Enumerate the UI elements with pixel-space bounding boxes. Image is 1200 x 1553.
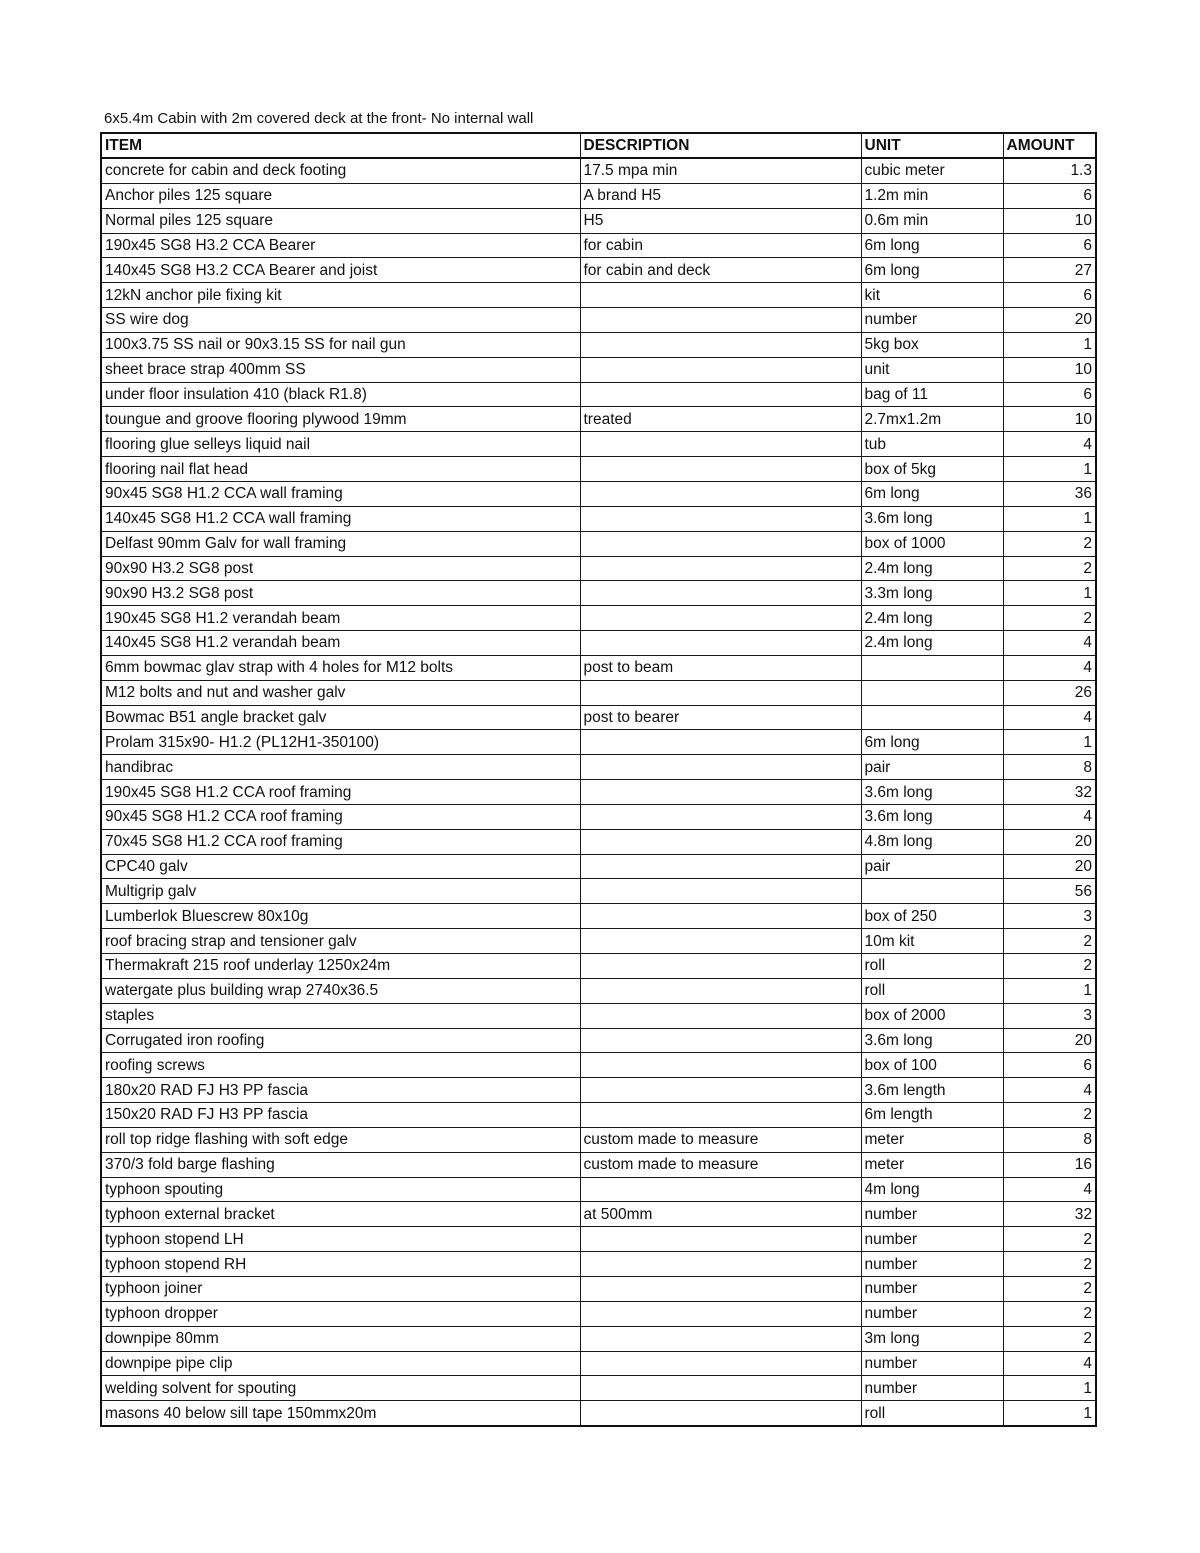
table-row bbox=[101, 854, 1096, 879]
table-row bbox=[101, 1152, 1096, 1177]
cell-item: Corrugated iron roofing bbox=[101, 1028, 580, 1053]
cell-unit: 6m long bbox=[861, 258, 1003, 283]
sheet-title: 6x5.4m Cabin with 2m covered deck at the front- No internal wall bbox=[104, 110, 534, 127]
table-row bbox=[101, 655, 1096, 680]
cell-item: staples bbox=[101, 1003, 580, 1028]
cell-unit: number bbox=[861, 308, 1003, 333]
cell-unit: box of 250 bbox=[861, 904, 1003, 929]
cell-description bbox=[580, 481, 861, 506]
cell-description bbox=[580, 879, 861, 904]
cell-unit: pair bbox=[861, 854, 1003, 879]
cell-description bbox=[580, 1028, 861, 1053]
cell-unit: 1.2m min bbox=[861, 183, 1003, 208]
cell-amount: 36 bbox=[1003, 481, 1096, 506]
cell-description bbox=[580, 1078, 861, 1103]
cell-amount: 4 bbox=[1003, 1078, 1096, 1103]
cell-unit bbox=[861, 879, 1003, 904]
cell-unit: bag of 11 bbox=[861, 382, 1003, 407]
cell-description bbox=[580, 1227, 861, 1252]
cell-item: 90x90 H3.2 SG8 post bbox=[101, 581, 580, 606]
cell-description bbox=[580, 581, 861, 606]
cell-unit: 10m kit bbox=[861, 929, 1003, 954]
cell-item: typhoon stopend LH bbox=[101, 1227, 580, 1252]
cell-amount: 1.3 bbox=[1003, 158, 1096, 183]
cell-unit: 3.6m long bbox=[861, 804, 1003, 829]
cell-item: Bowmac B51 angle bracket galv bbox=[101, 705, 580, 730]
table-row bbox=[101, 1326, 1096, 1351]
cell-description bbox=[580, 283, 861, 308]
cell-description: custom made to measure bbox=[580, 1127, 861, 1152]
cell-item: typhoon joiner bbox=[101, 1276, 580, 1301]
cell-unit bbox=[861, 705, 1003, 730]
cell-unit: meter bbox=[861, 1127, 1003, 1152]
cell-amount: 4 bbox=[1003, 705, 1096, 730]
cell-unit: 0.6m min bbox=[861, 208, 1003, 233]
table-row bbox=[101, 506, 1096, 531]
cell-amount: 20 bbox=[1003, 854, 1096, 879]
cell-unit: number bbox=[861, 1227, 1003, 1252]
cell-description bbox=[580, 1003, 861, 1028]
cell-unit: 3.6m long bbox=[861, 506, 1003, 531]
cell-description bbox=[580, 1351, 861, 1376]
cell-description: A brand H5 bbox=[580, 183, 861, 208]
cell-unit: box of 5kg bbox=[861, 457, 1003, 482]
table-row bbox=[101, 158, 1096, 183]
cell-item: roof bracing strap and tensioner galv bbox=[101, 929, 580, 954]
cell-description bbox=[580, 904, 861, 929]
cell-description bbox=[580, 457, 861, 482]
cell-item: Normal piles 125 square bbox=[101, 208, 580, 233]
cell-amount: 2 bbox=[1003, 556, 1096, 581]
cell-description bbox=[580, 432, 861, 457]
cell-description: 17.5 mpa min bbox=[580, 158, 861, 183]
cell-amount: 20 bbox=[1003, 308, 1096, 333]
cell-item: 180x20 RAD FJ H3 PP fascia bbox=[101, 1078, 580, 1103]
table-row bbox=[101, 283, 1096, 308]
cell-amount: 1 bbox=[1003, 581, 1096, 606]
cell-description bbox=[580, 382, 861, 407]
table-row bbox=[101, 481, 1096, 506]
cell-description: custom made to measure bbox=[580, 1152, 861, 1177]
cell-unit: number bbox=[861, 1351, 1003, 1376]
table-row bbox=[101, 432, 1096, 457]
cell-description: at 500mm bbox=[580, 1202, 861, 1227]
cell-item: 370/3 fold barge flashing bbox=[101, 1152, 580, 1177]
cell-item: 100x3.75 SS nail or 90x3.15 SS for nail gun bbox=[101, 332, 580, 357]
table-row bbox=[101, 780, 1096, 805]
table-row bbox=[101, 904, 1096, 929]
cell-description bbox=[580, 556, 861, 581]
cell-amount: 6 bbox=[1003, 382, 1096, 407]
cell-description bbox=[580, 929, 861, 954]
table-row bbox=[101, 730, 1096, 755]
cell-unit: 6m long bbox=[861, 730, 1003, 755]
header-item: ITEM bbox=[101, 133, 580, 158]
cell-item: toungue and groove flooring plywood 19mm bbox=[101, 407, 580, 432]
cell-description bbox=[580, 954, 861, 979]
cell-unit: roll bbox=[861, 1401, 1003, 1426]
table-row bbox=[101, 1127, 1096, 1152]
cell-description: post to beam bbox=[580, 655, 861, 680]
cell-description bbox=[580, 1301, 861, 1326]
cell-description: treated bbox=[580, 407, 861, 432]
cell-amount: 32 bbox=[1003, 780, 1096, 805]
cell-item: Thermakraft 215 roof underlay 1250x24m bbox=[101, 954, 580, 979]
cell-item: downpipe pipe clip bbox=[101, 1351, 580, 1376]
cell-item: typhoon external bracket bbox=[101, 1202, 580, 1227]
cell-unit: 4.8m long bbox=[861, 829, 1003, 854]
cell-unit: tub bbox=[861, 432, 1003, 457]
cell-item: 90x45 SG8 H1.2 CCA wall framing bbox=[101, 481, 580, 506]
cell-amount: 56 bbox=[1003, 879, 1096, 904]
cell-item: roofing screws bbox=[101, 1053, 580, 1078]
table-row bbox=[101, 1028, 1096, 1053]
table-row bbox=[101, 1003, 1096, 1028]
table-row bbox=[101, 680, 1096, 705]
table-row bbox=[101, 755, 1096, 780]
cell-amount: 6 bbox=[1003, 183, 1096, 208]
cell-description bbox=[580, 680, 861, 705]
cell-item: flooring glue selleys liquid nail bbox=[101, 432, 580, 457]
cell-amount: 4 bbox=[1003, 631, 1096, 656]
header-amount: AMOUNT bbox=[1003, 133, 1096, 158]
cell-amount: 10 bbox=[1003, 407, 1096, 432]
cell-unit: 3.6m long bbox=[861, 1028, 1003, 1053]
header-description: DESCRIPTION bbox=[580, 133, 861, 158]
table-row bbox=[101, 208, 1096, 233]
cell-amount: 6 bbox=[1003, 1053, 1096, 1078]
table-row bbox=[101, 1177, 1096, 1202]
cell-item: 6mm bowmac glav strap with 4 holes for M12 bolts bbox=[101, 655, 580, 680]
cell-unit: box of 2000 bbox=[861, 1003, 1003, 1028]
cell-amount: 8 bbox=[1003, 755, 1096, 780]
cell-description bbox=[580, 730, 861, 755]
cell-unit: cubic meter bbox=[861, 158, 1003, 183]
cell-description bbox=[580, 531, 861, 556]
cell-unit: kit bbox=[861, 283, 1003, 308]
table-row bbox=[101, 581, 1096, 606]
cell-amount: 8 bbox=[1003, 1127, 1096, 1152]
cell-item: 140x45 SG8 H1.2 CCA wall framing bbox=[101, 506, 580, 531]
cell-item: watergate plus building wrap 2740x36.5 bbox=[101, 978, 580, 1003]
cell-unit: 4m long bbox=[861, 1177, 1003, 1202]
cell-unit: box of 1000 bbox=[861, 531, 1003, 556]
cell-item: Prolam 315x90- H1.2 (PL12H1-350100) bbox=[101, 730, 580, 755]
cell-amount: 2 bbox=[1003, 1276, 1096, 1301]
table-row bbox=[101, 829, 1096, 854]
cell-item: downpipe 80mm bbox=[101, 1326, 580, 1351]
table-row bbox=[101, 978, 1096, 1003]
cell-item: typhoon stopend RH bbox=[101, 1252, 580, 1277]
table-row bbox=[101, 1376, 1096, 1401]
table-row bbox=[101, 457, 1096, 482]
table-row bbox=[101, 332, 1096, 357]
cell-description bbox=[580, 1053, 861, 1078]
cell-description bbox=[580, 332, 861, 357]
cell-unit bbox=[861, 655, 1003, 680]
cell-description bbox=[580, 357, 861, 382]
cell-unit: meter bbox=[861, 1152, 1003, 1177]
table-row bbox=[101, 258, 1096, 283]
cell-description bbox=[580, 1376, 861, 1401]
cell-unit: number bbox=[861, 1301, 1003, 1326]
cell-unit bbox=[861, 680, 1003, 705]
cell-description bbox=[580, 1401, 861, 1426]
table-row bbox=[101, 233, 1096, 258]
table-row bbox=[101, 1276, 1096, 1301]
cell-description bbox=[580, 631, 861, 656]
cell-description bbox=[580, 978, 861, 1003]
table-row bbox=[101, 1401, 1096, 1426]
table-row bbox=[101, 1351, 1096, 1376]
cell-item: 90x90 H3.2 SG8 post bbox=[101, 556, 580, 581]
table-row bbox=[101, 1053, 1096, 1078]
table-row bbox=[101, 407, 1096, 432]
cell-description: H5 bbox=[580, 208, 861, 233]
cell-item: masons 40 below sill tape 150mmx20m bbox=[101, 1401, 580, 1426]
table-row bbox=[101, 382, 1096, 407]
cell-item: Delfast 90mm Galv for wall framing bbox=[101, 531, 580, 556]
cell-item: CPC40 galv bbox=[101, 854, 580, 879]
cell-description bbox=[580, 1276, 861, 1301]
cell-item: Anchor piles 125 square bbox=[101, 183, 580, 208]
cell-item: M12 bolts and nut and washer galv bbox=[101, 680, 580, 705]
cell-unit: 2.4m long bbox=[861, 631, 1003, 656]
cell-amount: 4 bbox=[1003, 655, 1096, 680]
cell-unit: 3m long bbox=[861, 1326, 1003, 1351]
table-row bbox=[101, 929, 1096, 954]
table-row bbox=[101, 308, 1096, 333]
cell-description bbox=[580, 506, 861, 531]
cell-description bbox=[580, 755, 861, 780]
cell-item: sheet brace strap 400mm SS bbox=[101, 357, 580, 382]
cell-amount: 10 bbox=[1003, 357, 1096, 382]
table-row bbox=[101, 1227, 1096, 1252]
cell-unit: 3.3m long bbox=[861, 581, 1003, 606]
cell-unit: number bbox=[861, 1376, 1003, 1401]
cell-amount: 1 bbox=[1003, 457, 1096, 482]
cell-description: for cabin bbox=[580, 233, 861, 258]
cell-item: 190x45 SG8 H1.2 verandah beam bbox=[101, 606, 580, 631]
cell-item: typhoon spouting bbox=[101, 1177, 580, 1202]
cell-description bbox=[580, 780, 861, 805]
cell-amount: 3 bbox=[1003, 1003, 1096, 1028]
cell-item: 140x45 SG8 H3.2 CCA Bearer and joist bbox=[101, 258, 580, 283]
cell-amount: 4 bbox=[1003, 432, 1096, 457]
cell-unit: number bbox=[861, 1276, 1003, 1301]
cell-description: for cabin and deck bbox=[580, 258, 861, 283]
cell-unit: pair bbox=[861, 755, 1003, 780]
cell-amount: 4 bbox=[1003, 1177, 1096, 1202]
table-row bbox=[101, 954, 1096, 979]
table-row bbox=[101, 1103, 1096, 1128]
header-unit: UNIT bbox=[861, 133, 1003, 158]
table-row bbox=[101, 1252, 1096, 1277]
cell-description bbox=[580, 804, 861, 829]
table-row bbox=[101, 631, 1096, 656]
cell-description bbox=[580, 1252, 861, 1277]
table-row bbox=[101, 804, 1096, 829]
cell-unit: 6m long bbox=[861, 481, 1003, 506]
table-row bbox=[101, 531, 1096, 556]
cell-unit: roll bbox=[861, 978, 1003, 1003]
cell-unit: 2.7mx1.2m bbox=[861, 407, 1003, 432]
cell-item: 140x45 SG8 H1.2 verandah beam bbox=[101, 631, 580, 656]
cell-item: under floor insulation 410 (black R1.8) bbox=[101, 382, 580, 407]
cell-item: 190x45 SG8 H3.2 CCA Bearer bbox=[101, 233, 580, 258]
table-body bbox=[101, 158, 1096, 1426]
cell-description bbox=[580, 854, 861, 879]
cell-item: 12kN anchor pile fixing kit bbox=[101, 283, 580, 308]
cell-amount: 16 bbox=[1003, 1152, 1096, 1177]
cell-amount: 32 bbox=[1003, 1202, 1096, 1227]
cell-amount: 2 bbox=[1003, 954, 1096, 979]
cell-amount: 1 bbox=[1003, 332, 1096, 357]
cell-amount: 2 bbox=[1003, 1103, 1096, 1128]
cell-unit: number bbox=[861, 1202, 1003, 1227]
table-row bbox=[101, 1078, 1096, 1103]
cell-amount: 2 bbox=[1003, 531, 1096, 556]
table-row bbox=[101, 879, 1096, 904]
cell-description bbox=[580, 829, 861, 854]
cell-unit: 3.6m long bbox=[861, 780, 1003, 805]
cell-amount: 4 bbox=[1003, 1351, 1096, 1376]
cell-amount: 1 bbox=[1003, 506, 1096, 531]
cell-description bbox=[580, 1326, 861, 1351]
cell-item: 190x45 SG8 H1.2 CCA roof framing bbox=[101, 780, 580, 805]
table-row bbox=[101, 1202, 1096, 1227]
header-row bbox=[101, 133, 1096, 158]
cell-unit: unit bbox=[861, 357, 1003, 382]
materials-table bbox=[100, 132, 1097, 1427]
cell-item: roll top ridge flashing with soft edge bbox=[101, 1127, 580, 1152]
table-row bbox=[101, 705, 1096, 730]
cell-description bbox=[580, 606, 861, 631]
cell-unit: 6m long bbox=[861, 233, 1003, 258]
cell-item: flooring nail flat head bbox=[101, 457, 580, 482]
cell-unit: box of 100 bbox=[861, 1053, 1003, 1078]
cell-description bbox=[580, 1103, 861, 1128]
cell-unit: 6m length bbox=[861, 1103, 1003, 1128]
cell-amount: 2 bbox=[1003, 929, 1096, 954]
cell-item: handibrac bbox=[101, 755, 580, 780]
cell-item: 150x20 RAD FJ H3 PP fascia bbox=[101, 1103, 580, 1128]
cell-unit: number bbox=[861, 1252, 1003, 1277]
cell-unit: 2.4m long bbox=[861, 606, 1003, 631]
table-row bbox=[101, 357, 1096, 382]
cell-amount: 2 bbox=[1003, 606, 1096, 631]
cell-item: Lumberlok Bluescrew 80x10g bbox=[101, 904, 580, 929]
cell-item: concrete for cabin and deck footing bbox=[101, 158, 580, 183]
cell-amount: 1 bbox=[1003, 1376, 1096, 1401]
table-row bbox=[101, 183, 1096, 208]
cell-item: SS wire dog bbox=[101, 308, 580, 333]
cell-item: 90x45 SG8 H1.2 CCA roof framing bbox=[101, 804, 580, 829]
cell-amount: 1 bbox=[1003, 978, 1096, 1003]
table-row bbox=[101, 1301, 1096, 1326]
cell-item: welding solvent for spouting bbox=[101, 1376, 580, 1401]
table-row bbox=[101, 606, 1096, 631]
cell-unit: 5kg box bbox=[861, 332, 1003, 357]
cell-amount: 1 bbox=[1003, 1401, 1096, 1426]
cell-item: Multigrip galv bbox=[101, 879, 580, 904]
cell-amount: 6 bbox=[1003, 283, 1096, 308]
cell-amount: 6 bbox=[1003, 233, 1096, 258]
cell-amount: 2 bbox=[1003, 1227, 1096, 1252]
cell-item: 70x45 SG8 H1.2 CCA roof framing bbox=[101, 829, 580, 854]
cell-amount: 10 bbox=[1003, 208, 1096, 233]
cell-amount: 2 bbox=[1003, 1326, 1096, 1351]
cell-amount: 27 bbox=[1003, 258, 1096, 283]
cell-amount: 20 bbox=[1003, 1028, 1096, 1053]
table-row bbox=[101, 556, 1096, 581]
cell-description bbox=[580, 308, 861, 333]
cell-amount: 1 bbox=[1003, 730, 1096, 755]
cell-amount: 3 bbox=[1003, 904, 1096, 929]
cell-description bbox=[580, 1177, 861, 1202]
cell-amount: 20 bbox=[1003, 829, 1096, 854]
cell-description: post to bearer bbox=[580, 705, 861, 730]
cell-unit: 2.4m long bbox=[861, 556, 1003, 581]
cell-unit: 3.6m length bbox=[861, 1078, 1003, 1103]
cell-amount: 2 bbox=[1003, 1252, 1096, 1277]
cell-unit: roll bbox=[861, 954, 1003, 979]
cell-amount: 4 bbox=[1003, 804, 1096, 829]
cell-amount: 2 bbox=[1003, 1301, 1096, 1326]
cell-item: typhoon dropper bbox=[101, 1301, 580, 1326]
cell-amount: 26 bbox=[1003, 680, 1096, 705]
